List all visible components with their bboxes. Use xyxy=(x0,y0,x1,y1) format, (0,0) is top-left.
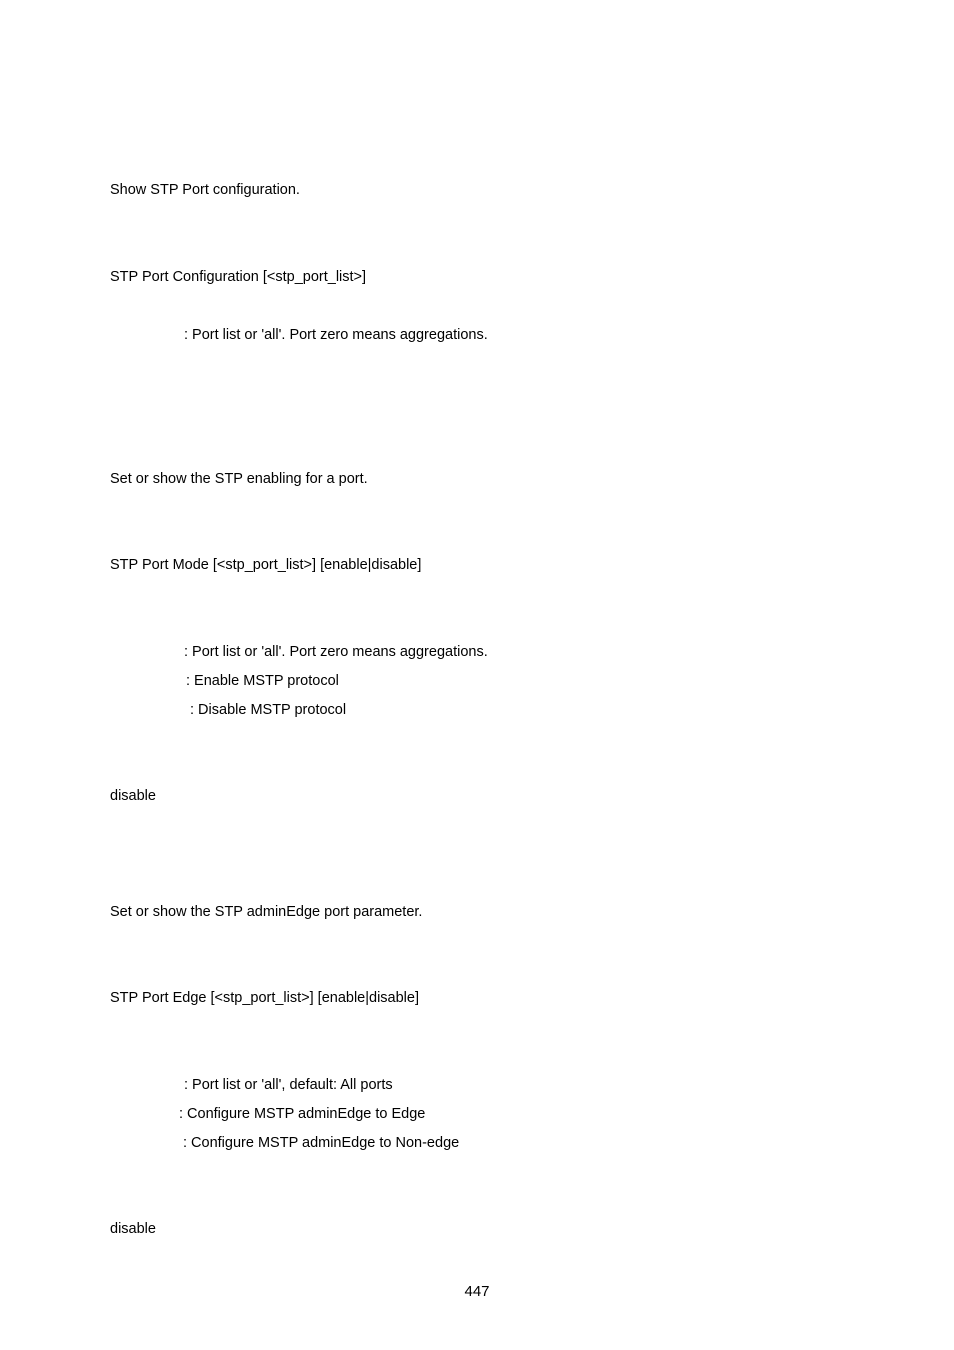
config-description: Show STP Port configuration. xyxy=(110,182,300,198)
mode-param-enable: : Enable MSTP protocol xyxy=(186,673,339,689)
edge-param-enable: : Configure MSTP adminEdge to Edge xyxy=(179,1106,426,1122)
edge-default-value: disable xyxy=(110,1221,156,1237)
mode-param-port-list: : Port list or 'all'. Port zero means aggregations. xyxy=(184,644,488,660)
page-number: 447 xyxy=(464,1283,490,1300)
mode-default-value: disable xyxy=(110,788,156,804)
edge-description: Set or show the STP adminEdge port parameter. xyxy=(110,904,423,920)
mode-param-disable: : Disable MSTP protocol xyxy=(190,702,347,718)
edge-syntax: STP Port Edge [<stp_port_list>] [enable|disable] xyxy=(110,990,419,1006)
mode-syntax: STP Port Mode [<stp_port_list>] [enable|disable] xyxy=(110,557,422,573)
config-syntax: STP Port Configuration [<stp_port_list>] xyxy=(110,269,367,285)
edge-param-port-list: : Port list or 'all', default: All ports xyxy=(184,1077,393,1093)
edge-param-disable: : Configure MSTP adminEdge to Non-edge xyxy=(183,1135,460,1151)
config-param-port-list: : Port list or 'all'. Port zero means aggregations. xyxy=(184,327,488,343)
mode-description: Set or show the STP enabling for a port. xyxy=(110,471,368,487)
